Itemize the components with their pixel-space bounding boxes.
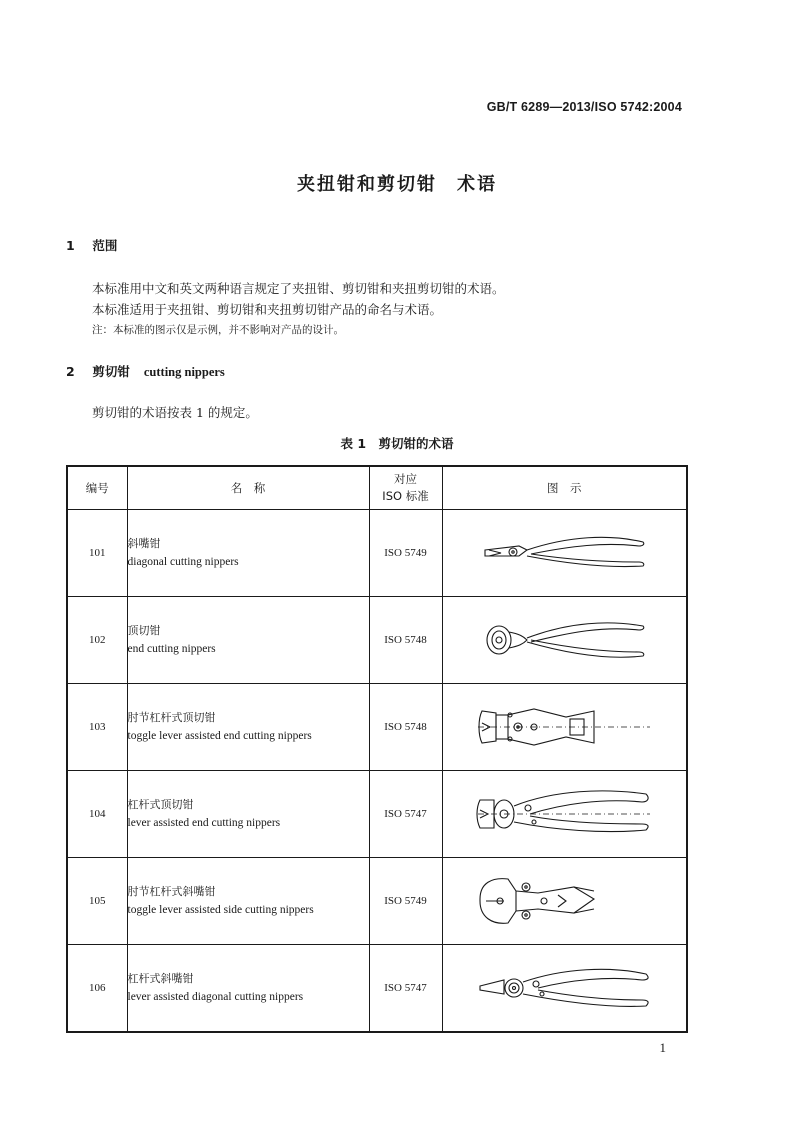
terms-table: [66, 465, 688, 1033]
scope-paragraph-2: 本标准适用于夹扭钳、剪切钳和夹扭剪切钳产品的命名与术语。: [92, 302, 443, 317]
section-title-en: cutting nippers: [143, 365, 225, 379]
standard-code-header: GB/T 6289—2013/ISO 5742:2004: [486, 100, 682, 114]
row-iso: ISO 5747: [369, 945, 442, 1033]
row-name-zh: 斜嘴钳: [127, 537, 161, 550]
row-iso: ISO 5748: [369, 684, 442, 771]
table-row: [67, 684, 687, 771]
header-name: 名 称: [127, 466, 369, 510]
table-row: [67, 771, 687, 858]
table-header-row: [67, 466, 687, 510]
row-figure: [442, 858, 687, 945]
row-figure: [442, 510, 687, 597]
end-cutting-nippers-illustration: [479, 612, 649, 668]
row-figure: [442, 945, 687, 1033]
row-iso: ISO 5747: [369, 771, 442, 858]
table-row: [67, 510, 687, 597]
row-name-en: lever assisted diagonal cutting nippers: [127, 991, 304, 1003]
row-code: 101: [67, 510, 127, 597]
table-row: [67, 597, 687, 684]
scope-paragraph-1: 本标准用中文和英文两种语言规定了夹扭钳、剪切钳和夹扭剪切钳的术语。: [92, 281, 505, 296]
header-iso-line2: ISO 标准: [382, 489, 429, 503]
row-name-en: end cutting nippers: [127, 643, 216, 655]
row-iso: ISO 5749: [369, 858, 442, 945]
lever-end-cutting-nippers-illustration: [474, 784, 654, 844]
row-code: 102: [67, 597, 127, 684]
row-name: [127, 684, 369, 771]
row-name: [127, 858, 369, 945]
row-name-en: toggle lever assisted end cutting nippers: [127, 730, 312, 742]
lever-diagonal-cutting-nippers-illustration: [474, 960, 654, 1016]
table-row: [67, 858, 687, 945]
header-iso: [369, 466, 442, 510]
document-title: 夹扭钳和剪切钳 术语: [297, 174, 497, 195]
toggle-lever-side-cutting-nippers-illustration: [474, 869, 654, 933]
row-code: 103: [67, 684, 127, 771]
row-name-zh: 顶切钳: [127, 624, 161, 637]
section-1-heading: [66, 236, 117, 254]
section-number: 2: [66, 364, 75, 379]
row-iso: ISO 5749: [369, 510, 442, 597]
row-name-zh: 肘节杠杆式顶切钳: [127, 711, 216, 724]
row-name: [127, 597, 369, 684]
row-iso: ISO 5748: [369, 597, 442, 684]
diagonal-cutting-nippers-illustration: [479, 528, 649, 578]
row-name: [127, 945, 369, 1033]
section-title: 范围: [92, 238, 118, 253]
row-name-en: lever assisted end cutting nippers: [127, 817, 281, 829]
row-figure: [442, 597, 687, 684]
row-code: 106: [67, 945, 127, 1033]
table-caption: 表 1 剪切钳的术语: [340, 436, 454, 451]
row-name: [127, 771, 369, 858]
header-code: 编号: [67, 466, 127, 510]
section-2-intro: 剪切钳的术语按表 1 的规定。: [92, 405, 258, 420]
row-name-zh: 肘节杠杆式斜嘴钳: [127, 885, 216, 898]
section-number: 1: [66, 238, 75, 253]
row-code: 105: [67, 858, 127, 945]
row-name-en: diagonal cutting nippers: [127, 556, 239, 568]
toggle-lever-end-cutting-nippers-illustration: [474, 697, 654, 757]
row-figure: [442, 771, 687, 858]
row-figure: [442, 684, 687, 771]
section-title: 剪切钳: [92, 364, 130, 379]
header-figure: 图 示: [442, 466, 687, 510]
row-name-en: toggle lever assisted side cutting nippers: [127, 904, 314, 916]
header-iso-line1: 对应: [394, 472, 417, 486]
table-row: [67, 945, 687, 1033]
row-name-zh: 杠杆式顶切钳: [127, 798, 194, 811]
row-code: 104: [67, 771, 127, 858]
row-name-zh: 杠杆式斜嘴钳: [127, 972, 194, 985]
section-2-heading: [66, 362, 225, 380]
page-number: 1: [659, 1040, 666, 1055]
scope-note: 注：本标准的图示仅是示例，并不影响对产品的设计。: [92, 324, 344, 336]
row-name: [127, 510, 369, 597]
